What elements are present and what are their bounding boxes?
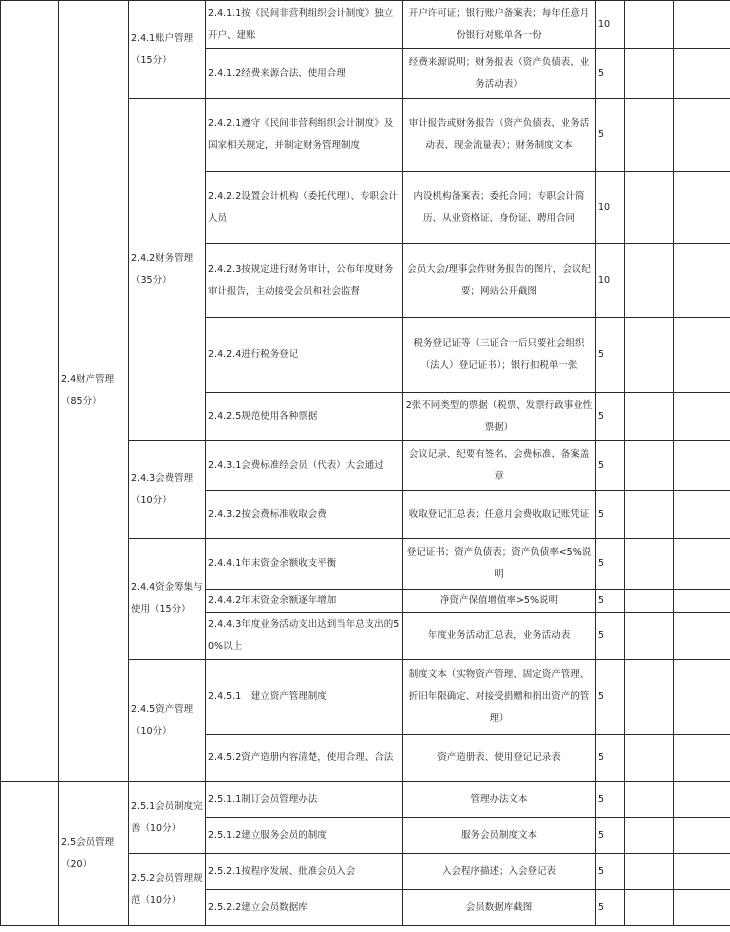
criterion-cell: 2.4.5.1 建立资产管理制度 — [206, 660, 403, 735]
subgroup-cell-2-4-3: 2.4.3会费管理（10分） — [129, 441, 206, 539]
score-cell: 5 — [596, 441, 625, 491]
score-cell: 5 — [596, 890, 625, 926]
empty-cell — [674, 244, 730, 318]
empty-cell — [674, 660, 730, 735]
criterion-cell: 2.4.2.5规范使用各种票据 — [206, 393, 403, 441]
subgroup-cell-2-5-1: 2.5.1会员制度完善（10分） — [129, 782, 206, 854]
subgroup-cell-2-5-2: 2.5.2会员管理规范（10分） — [129, 854, 206, 926]
criterion-cell: 2.4.4.1年末资金余额收支平衡 — [206, 539, 403, 590]
evidence-cell: 税务登记证等（三证合一后只要社会组织（法人）登记证书）；银行扣税单一张 — [403, 318, 596, 393]
empty-cell — [674, 318, 730, 393]
empty-cell — [674, 491, 730, 539]
evidence-cell: 年度业务活动汇总表，业务活动表 — [403, 613, 596, 660]
evidence-cell: 会员大会/理事会作财务报告的图片，会议纪要；网站公开截图 — [403, 244, 596, 318]
evidence-cell: 经费来源说明；财务报表（资产负债表、业务活动表） — [403, 49, 596, 99]
evidence-cell: 2张不同类型的票据（税票、发票行政事业性票据） — [403, 393, 596, 441]
empty-cell — [674, 890, 730, 926]
empty-cell — [674, 590, 730, 613]
criterion-cell: 2.4.5.2资产造册内容清楚，使用合理、合法 — [206, 735, 403, 782]
empty-cell — [674, 1, 730, 49]
empty-cell — [625, 441, 674, 491]
evidence-cell: 管理办法文本 — [403, 782, 596, 818]
empty-cell — [625, 172, 674, 244]
empty-cell — [625, 393, 674, 441]
score-cell: 5 — [596, 49, 625, 99]
empty-cell — [625, 854, 674, 890]
criterion-cell: 2.5.2.2建立会员数据库 — [206, 890, 403, 926]
evidence-cell: 内设机构备案表；委托合同；专职会计简历、从业资格证、身份证、聘用合同 — [403, 172, 596, 244]
empty-cell — [625, 1, 674, 49]
score-cell: 5 — [596, 539, 625, 590]
empty-cell — [625, 318, 674, 393]
evidence-cell: 审计报告或财务报告（资产负债表、业务活动表、现金流量表）；财务制度文本 — [403, 99, 596, 172]
criterion-cell: 2.4.1.2经费来源合法、使用合理 — [206, 49, 403, 99]
empty-cell — [674, 99, 730, 172]
evidence-cell: 入会程序描述；入会登记表 — [403, 854, 596, 890]
evidence-cell: 收取登记汇总表；任意月会费收取记账凭证 — [403, 491, 596, 539]
score-cell: 10 — [596, 172, 625, 244]
score-cell: 5 — [596, 782, 625, 818]
score-cell: 5 — [596, 660, 625, 735]
empty-cell — [1, 782, 59, 926]
empty-cell — [674, 172, 730, 244]
evidence-cell: 登记证书；资产负债表；资产负债率<5%说明 — [403, 539, 596, 590]
criterion-cell: 2.4.4.2年末资金余额逐年增加 — [206, 590, 403, 613]
criterion-cell: 2.4.4.3年度业务活动支出达到当年总支出的50%以上 — [206, 613, 403, 660]
evidence-cell: 会员数据库截图 — [403, 890, 596, 926]
empty-cell — [625, 491, 674, 539]
table-row — [1, 1, 730, 49]
empty-cell — [625, 99, 674, 172]
evidence-cell: 净资产保值增值率>5%说明 — [403, 590, 596, 613]
score-cell: 5 — [596, 393, 625, 441]
criterion-cell: 2.4.1.1按《民间非营利组织会计制度》独立开户、建账 — [206, 1, 403, 49]
table-row — [1, 782, 730, 818]
empty-cell — [625, 49, 674, 99]
score-cell: 5 — [596, 613, 625, 660]
criterion-cell: 2.4.3.1会费标准经会员（代表）大会通过 — [206, 441, 403, 491]
subgroup-cell-2-4-1: 2.4.1账户管理（15分） — [129, 1, 206, 99]
score-cell: 5 — [596, 491, 625, 539]
criterion-cell: 2.4.2.4进行税务登记 — [206, 318, 403, 393]
group-cell-2-5: 2.5会员管理（20） — [59, 782, 129, 926]
criterion-cell: 2.4.2.1遵守《民间非营利组织会计制度》及国家相关规定，并制定财务管理制度 — [206, 99, 403, 172]
empty-cell — [1, 1, 59, 782]
criterion-cell: 2.5.1.2建立服务会员的制度 — [206, 818, 403, 854]
evidence-cell: 会议记录、纪要有签名、会费标准、备案盖章 — [403, 441, 596, 491]
subgroup-cell-2-4-5: 2.4.5资产管理（10分） — [129, 660, 206, 782]
evidence-cell: 开户许可证；银行账户备案表；每年任意月份银行对账单各一份 — [403, 1, 596, 49]
empty-cell — [674, 49, 730, 99]
empty-cell — [625, 660, 674, 735]
criterion-cell: 2.4.3.2按会费标准收取会费 — [206, 491, 403, 539]
score-cell: 10 — [596, 244, 625, 318]
criterion-cell: 2.5.1.1制订会员管理办法 — [206, 782, 403, 818]
empty-cell — [625, 613, 674, 660]
empty-cell — [674, 735, 730, 782]
empty-cell — [625, 782, 674, 818]
empty-cell — [674, 854, 730, 890]
empty-cell — [674, 393, 730, 441]
score-cell: 5 — [596, 590, 625, 613]
criterion-cell: 2.5.2.1按程序发展、批准会员入会 — [206, 854, 403, 890]
criterion-cell: 2.4.2.2设置会计机构（委托代理）、专职会计人员 — [206, 172, 403, 244]
score-cell: 10 — [596, 1, 625, 49]
empty-cell — [625, 890, 674, 926]
score-cell: 5 — [596, 99, 625, 172]
evidence-cell: 资产造册表、使用登记记录表 — [403, 735, 596, 782]
evidence-cell: 制度文本（实物资产管理、固定资产管理、折旧年限确定、对接受捐赠和捐出资产的管理） — [403, 660, 596, 735]
score-cell: 5 — [596, 318, 625, 393]
empty-cell — [674, 613, 730, 660]
empty-cell — [625, 735, 674, 782]
empty-cell — [674, 782, 730, 818]
empty-cell — [625, 818, 674, 854]
empty-cell — [674, 539, 730, 590]
evidence-cell: 服务会员制度文本 — [403, 818, 596, 854]
score-cell: 5 — [596, 854, 625, 890]
empty-cell — [625, 244, 674, 318]
subgroup-cell-2-4-2: 2.4.2财务管理（35分） — [129, 99, 206, 441]
empty-cell — [625, 539, 674, 590]
empty-cell — [674, 818, 730, 854]
empty-cell — [674, 441, 730, 491]
subgroup-cell-2-4-4: 2.4.4资金筹集与使用（15分） — [129, 539, 206, 660]
empty-cell — [625, 590, 674, 613]
score-cell: 5 — [596, 735, 625, 782]
group-cell-2-4: 2.4财产管理（85分） — [59, 1, 129, 782]
score-cell: 5 — [596, 818, 625, 854]
criterion-cell: 2.4.2.3按规定进行财务审计，公布年度财务审计报告，主动接受会员和社会监督 — [206, 244, 403, 318]
